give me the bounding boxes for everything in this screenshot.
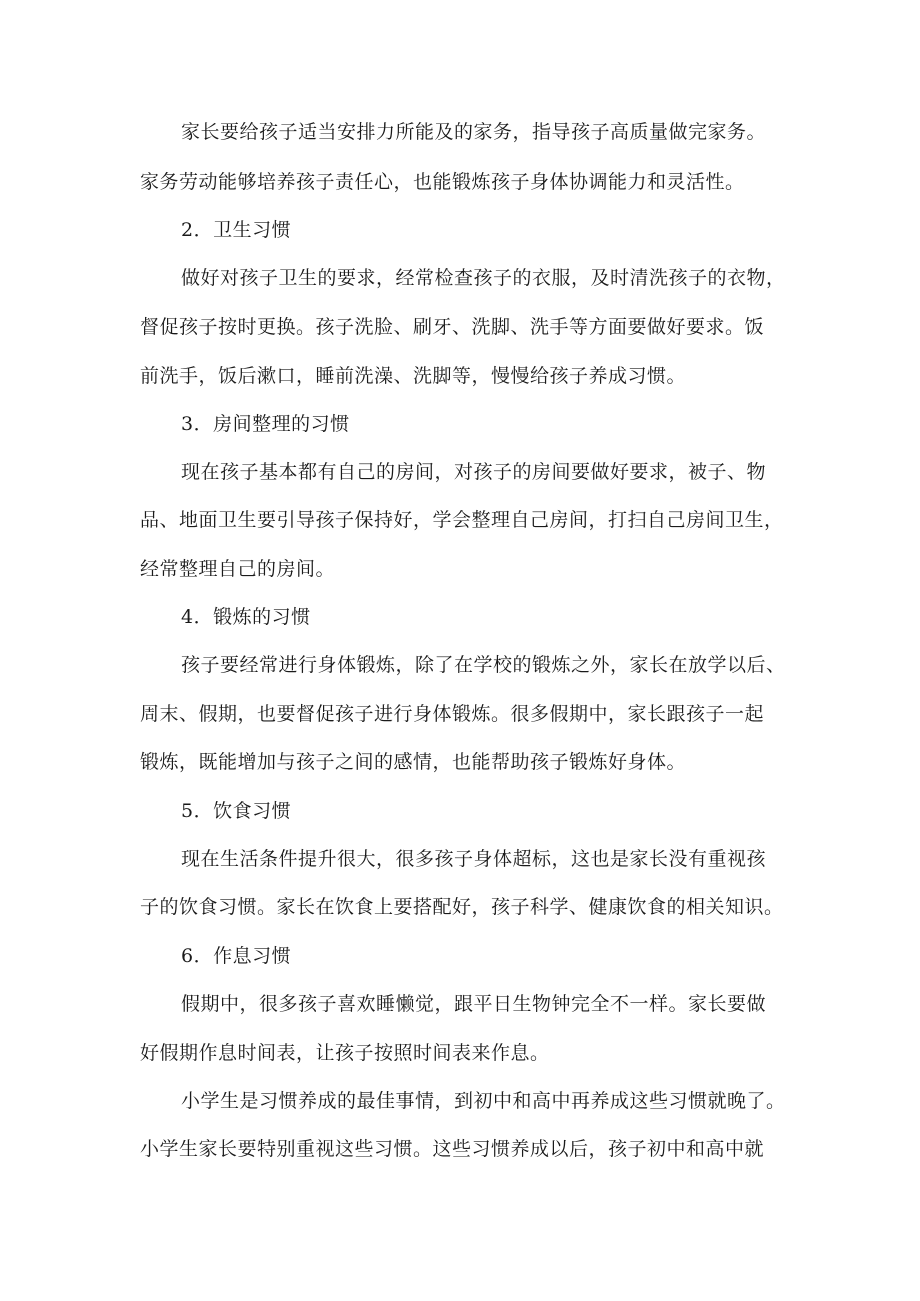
paragraph-line: 前洗手，饭后漱口，睡前洗澡、洗脚等，慢慢给孩子养成习惯。: [140, 365, 687, 387]
paragraph-line: 督促孩子按时更换。孩子洗脸、刷牙、洗脚、洗手等方面要做好要求。饭: [140, 316, 765, 338]
paragraph-line: 家务劳动能够培养孩子责任心，也能锻炼孩子身体协调能力和灵活性。: [140, 171, 745, 193]
section-heading-room: 3．房间整理的习惯: [181, 413, 350, 435]
section-heading-diet: 5．饮食习惯: [181, 800, 292, 822]
paragraph-line: 假期中，很多孩子喜欢睡懒觉，跟平日生物钟完全不一样。家长要做: [181, 993, 767, 1015]
section-heading-exercise: 4．锻炼的习惯: [181, 606, 311, 628]
paragraph-line: 经常整理自己的房间。: [140, 558, 336, 580]
paragraph-line: 小学生家长要特别重视这些习惯。这些习惯养成以后，孩子初中和高中就: [140, 1138, 765, 1160]
paragraph-line: 孩子要经常进行身体锻炼，除了在学校的锻炼之外，家长在放学以后、: [181, 654, 786, 676]
paragraph-line: 现在孩子基本都有自己的房间，对孩子的房间要做好要求，被子、物: [181, 461, 767, 483]
paragraph-line: 做好对孩子卫生的要求，经常检查孩子的衣服，及时清洗孩子的衣物，: [181, 267, 786, 289]
paragraph-line: 家长要给孩子适当安排力所能及的家务，指导孩子高质量做完家务。: [181, 121, 767, 143]
paragraph-line: 品、地面卫生要引导孩子保持好，学会整理自己房间，打扫自己房间卫生，: [140, 509, 784, 531]
paragraph-line: 子的饮食习惯。家长在饮食上要搭配好，孩子科学、健康饮食的相关知识。: [140, 896, 784, 918]
paragraph-line: 现在生活条件提升很大，很多孩子身体超标，这也是家长没有重视孩: [181, 848, 767, 870]
paragraph-line: 周末、假期，也要督促孩子进行身体锻炼。很多假期中，家长跟孩子一起: [140, 703, 765, 725]
paragraph-line: 锻炼，既能增加与孩子之间的感情，也能帮助孩子锻炼好身体。: [140, 751, 687, 773]
section-heading-hygiene: 2．卫生习惯: [181, 219, 292, 241]
section-heading-schedule: 6．作息习惯: [181, 945, 292, 967]
paragraph-line: 小学生是习惯养成的最佳事情，到初中和高中再养成这些习惯就晚了。: [181, 1090, 786, 1112]
paragraph-line: 好假期作息时间表，让孩子按照时间表来作息。: [140, 1042, 550, 1064]
